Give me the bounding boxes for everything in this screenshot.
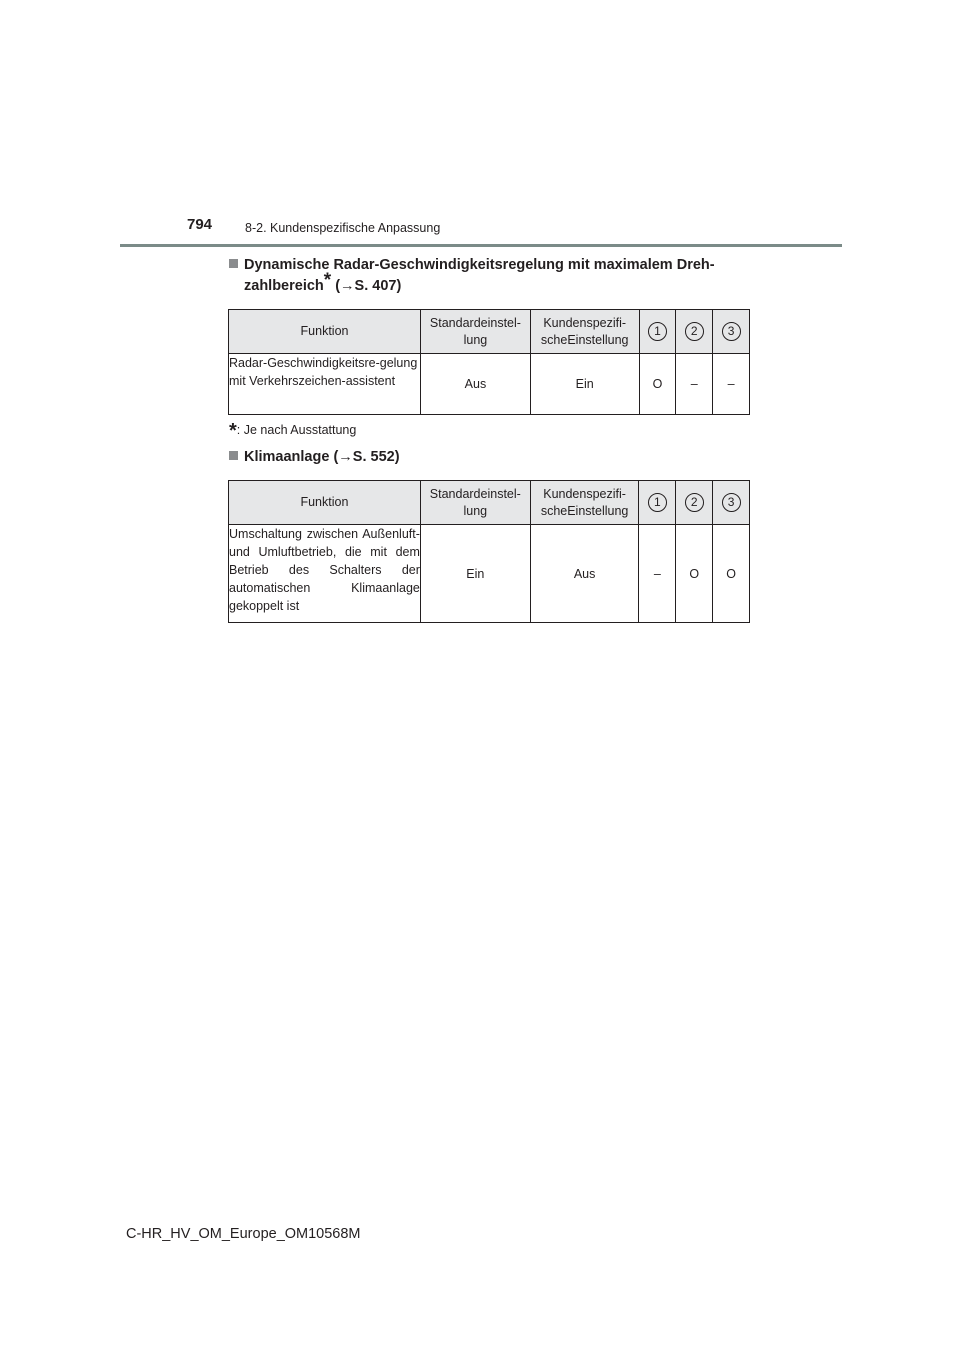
table-row <box>229 525 750 623</box>
table-header-row <box>229 481 750 525</box>
col-header-standard: Standardeinstel-lung <box>420 481 530 525</box>
square-bullet-icon <box>229 451 238 460</box>
cell-standard: Aus <box>421 354 531 415</box>
table-header-row <box>229 310 750 354</box>
cell-col1: O <box>639 354 676 415</box>
heading-line2-text: zahlbereich <box>244 278 324 294</box>
cell-custom: Aus <box>530 525 639 623</box>
circled-2-icon: 2 <box>685 322 704 341</box>
col-header-3 <box>713 310 750 354</box>
cell-col2: O <box>676 525 713 623</box>
footnote-star: * <box>323 270 332 291</box>
col-header-standard: Standardeinstel-lung <box>421 310 531 354</box>
cell-custom: Ein <box>530 354 639 415</box>
cell-col1: – <box>639 525 676 623</box>
col-header-1 <box>639 481 676 525</box>
heading-line2 <box>229 270 715 297</box>
page-reference-link[interactable]: (→S. 407) <box>331 278 402 294</box>
col-header-kunden: Kundenspezifi-scheEinstellung <box>530 310 639 354</box>
header-rule <box>120 244 842 247</box>
heading-line1: Dynamische Radar-Geschwindigkeitsregelung mit maximalem Dreh- <box>244 257 715 273</box>
footnote-star-marker: * <box>229 420 237 442</box>
cell-col3: O <box>713 525 750 623</box>
col-header-2 <box>676 481 713 525</box>
col-header-funktion: Funktion <box>229 481 421 525</box>
cell-col3: – <box>713 354 750 415</box>
settings-table-climate <box>228 480 750 623</box>
cell-function: Umschaltung zwischen Außenluft- und Umluftbetrieb, die mit dem Betrieb des Schalters der automatischen Klimaanlage gekoppelt ist <box>229 525 421 623</box>
heading-climate-text: Klimaanlage (→S. 552) <box>244 449 400 465</box>
settings-table-radar <box>228 309 750 415</box>
col-header-funktion: Funktion <box>229 310 421 354</box>
footnote-text: : Je nach Ausstattung <box>236 423 357 437</box>
cell-function: Radar-Geschwindigkeitsre-gelung mit Verkehrszeichen-assistent <box>229 354 421 415</box>
section-title: 8-2. Kundenspezifische Anpassung <box>245 221 441 235</box>
cell-standard: Ein <box>420 525 530 623</box>
cell-col2: – <box>676 354 713 415</box>
square-bullet-icon <box>229 259 238 268</box>
col-header-2 <box>676 310 713 354</box>
footnote <box>229 420 357 442</box>
circled-3-icon: 3 <box>722 493 741 512</box>
page-number: 794 <box>187 216 213 233</box>
document-id: C-HR_HV_OM_Europe_OM10568M <box>126 1226 361 1242</box>
col-header-kunden: Kundenspezifi-scheEinstellung <box>530 481 639 525</box>
col-header-3 <box>713 481 750 525</box>
circled-1-icon: 1 <box>648 322 667 341</box>
table-row <box>229 354 750 415</box>
circled-1-icon: 1 <box>648 493 667 512</box>
heading-climate <box>229 447 400 468</box>
circled-2-icon: 2 <box>685 493 704 512</box>
heading-radar-cruise <box>229 255 715 297</box>
circled-3-icon: 3 <box>722 322 741 341</box>
col-header-1 <box>639 310 676 354</box>
